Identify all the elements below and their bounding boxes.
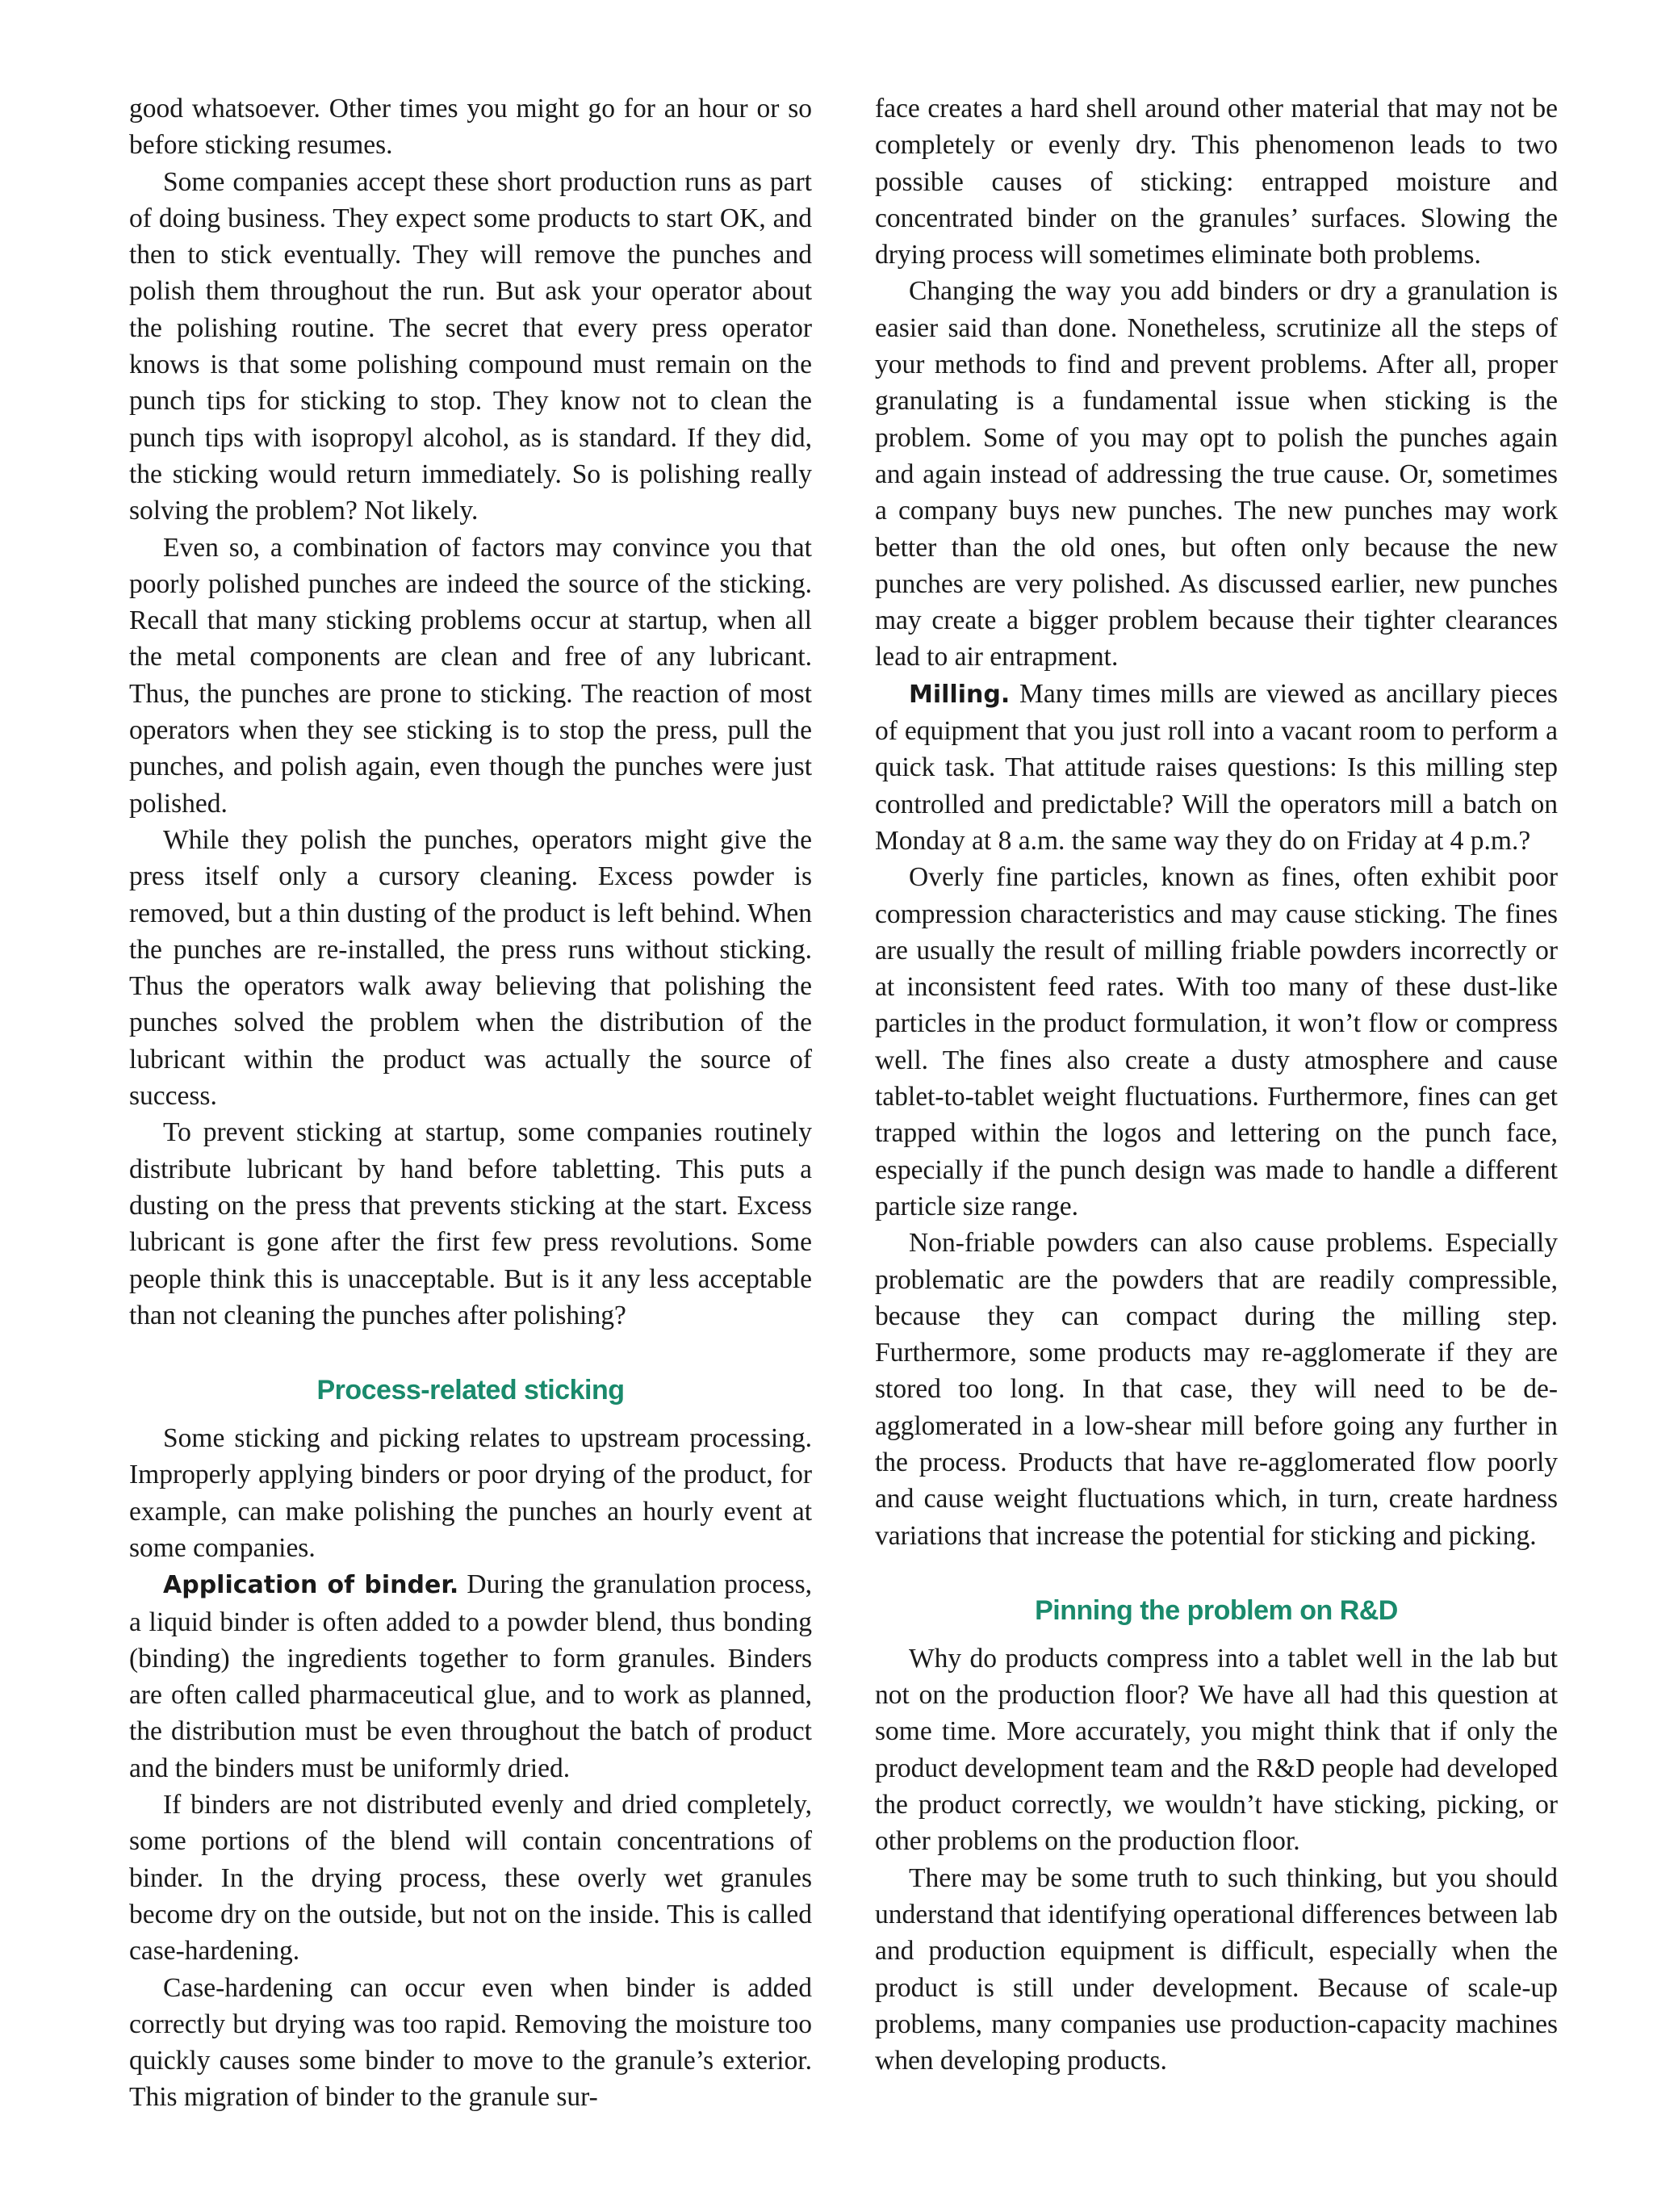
paragraph-milling	[875, 676, 1558, 859]
paragraph: If binders are not distributed evenly and dried completely, some portions of the blend will contain concentrations of binder. In the drying process, these overly wet granules become dry on the outside, but not on the inside. This is called case-hardening.	[129, 1790, 812, 1967]
right-column	[875, 90, 1558, 2189]
paragraph: Non-friable powders can also cause problems. Especially problematic are the powders that are readily compressible, because they can compact during the milling step. Furthermore, some products may re-agglomerate if they are stored too long. In that case, they will need to be de-agglomerated in a low-shear mill before going any further in the process. Products that have re-agglomerated flow poorly and cause weight fluctuations which, in turn, create hardness variations that increase the potential for sticking and picking.	[875, 1228, 1558, 1551]
run-in-heading: Milling.	[909, 680, 1011, 709]
section-heading-process-related-sticking: Process-related sticking	[316, 1375, 625, 1406]
section-heading-pinning-the-problem: Pinning the problem on R&D	[1035, 1594, 1398, 1626]
paragraph-text: During the granulation process, a liquid binder is often added to a powder blend, thus bonding (binding) the ingredients together to form granules. Binders are often called pharmaceutical glue, and to work as planned, the distribution must be even throughout the batch of product and the binders must be uniformly dried.	[129, 1569, 812, 1783]
paragraph: Even so, a combination of factors may convince you that poorly polished punches are indeed the source of the sticking. Recall that many sticking problems occur at startup, when all the metal components are clean and free of any lubricant. Thus, the punches are prone to sticking. The reaction of most operators when they see sticking is to stop the press, pull the punches, and polish again, even though the punches were just polished.	[129, 532, 812, 819]
paragraph: To prevent sticking at startup, some companies routinely distribute lubricant by hand before tabletting. This puts a dusting on the press that prevents sticking at the start. Excess lubricant is gone after the first few press revolutions. Some people think this is unacceptable. But is it any less acceptable than not cleaning the punches after polishing?	[129, 1117, 812, 1330]
paragraph: good whatsoever. Other times you might go for an hour or so before sticking resumes.	[129, 94, 812, 161]
paragraph: There may be some truth to such thinking, but you should understand that identifying operational differences between lab and production equipment is difficult, especially when the product is still under development. Because of scale-up problems, many companies use production-capacity machines when developing products.	[875, 1862, 1558, 2076]
paragraph-text: Many times mills are viewed as ancillary pieces of equipment that you just roll into a vacant room to perform a quick task. That attitude raises questions: Is this milling step controlled and predictable? Will the operators mill a batch on Monday at 8 a.m. the same way they do on Friday at 4 p.m.?	[875, 678, 1558, 856]
paragraph: Overly fine particles, known as fines, often exhibit poor compression characteristics and may cause sticking. The fines are usually the result of milling friable powders incorrectly or at inconsistent feed rates. With too many of these dust-like particles in the product formulation, it won’t flow or compress well. The fines also create a dusty atmosphere and cause tablet-to-tablet weight fluctuations. Furthermore, fines can get trapped within the logos and lettering on the punch face, especially if the punch design was made to handle a different particle size range.	[875, 862, 1558, 1221]
paragraph: Case-hardening can occur even when binder is added correctly but drying was too rapid. Removing the moisture too quickly causes some binder to move to the granule’s exterior. This migration of binder to the granule sur-	[129, 1972, 812, 2113]
paragraph: Some companies accept these short production runs as part of doing business. They expect some products to start OK, and then to stick eventually. They will remove the punches and polish them throughout the run. But ask your operator about the polishing routine. The secret that every press operator knows is that some polishing compound must remain on the punch tips for sticking to stop. They know not to clean the punch tips with isopropyl alcohol, as is standard. If they did, the sticking would return immediately. So is polishing really solving the problem? Not likely.	[129, 166, 812, 526]
paragraph: While they polish the punches, operators might give the press itself only a cursory cleaning. Excess powder is removed, but a thin dusting of the product is left behind. When the punches are re-installed, the press runs without sticking. Thus the operators walk away believing that polishing the punches solved the problem when the distribution of the lubricant within the product was actually the source of success.	[129, 824, 812, 1112]
paragraph: face creates a hard shell around other material that may not be completely or evenly dry. This phenomenon leads to two possible causes of sticking: entrapped moisture and concentrated binder on the granules’ surfaces. Slowing the drying process will sometimes eliminate both problems.	[875, 94, 1558, 270]
article-page	[129, 90, 1558, 2189]
paragraph: Why do products compress into a tablet well in the lab but not on the production floor? We have all had this question at some time. More accurately, you might think that if only the product development team and the R&D people had developed the product correctly, we wouldn’t have sticking, picking, or other problems on the production floor.	[875, 1643, 1558, 1857]
run-in-heading: Application of binder.	[163, 1571, 459, 1600]
paragraph: Some sticking and picking relates to upstream processing. Improperly applying binders or poor drying of the product, for example, can make polishing the punches an hourly event at some companies.	[129, 1423, 812, 1563]
paragraph: Changing the way you add binders or dry a granulation is easier said than done. Nonetheless, scrutinize all the steps of your methods to find and prevent problems. After all, proper granulating is a fundamental issue when sticking is the problem. Some of you may opt to polish the punches again and again instead of addressing the true cause. Or, sometimes a company buys new punches. The new punches may work better than the old ones, but often only because the new punches are very polished. As discussed earlier, new punches may create a bigger problem because their tighter clearances lead to air entrapment.	[875, 276, 1558, 672]
paragraph-application-of-binder	[129, 1566, 812, 1787]
left-column	[129, 90, 812, 2189]
